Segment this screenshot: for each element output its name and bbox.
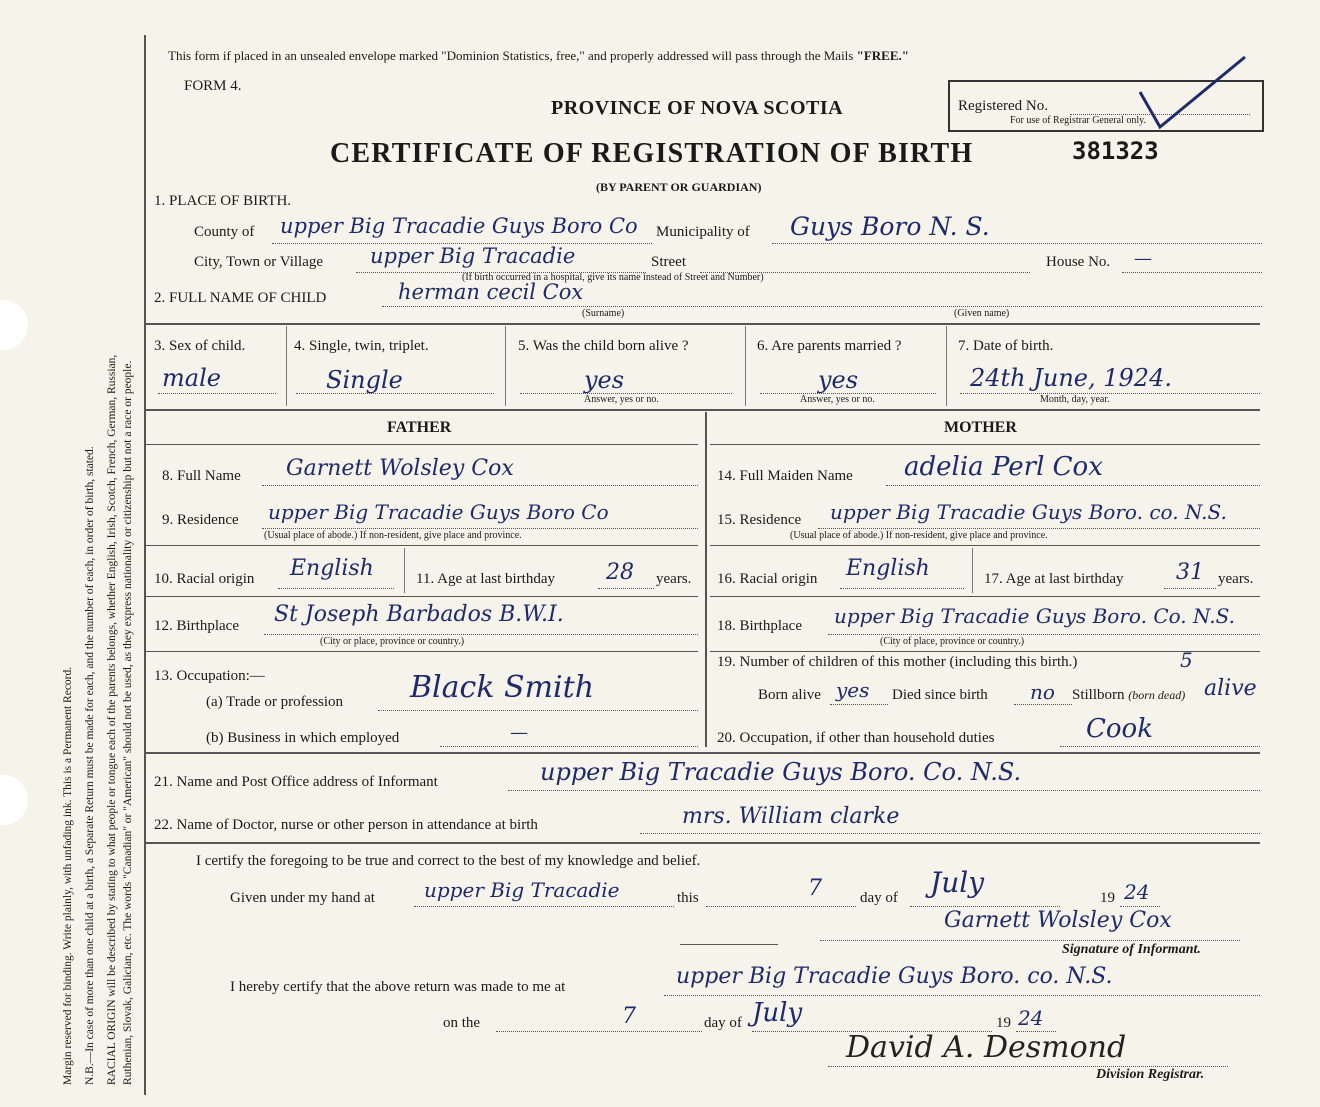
registrar-place-value: upper Big Tracadie Guys Boro. co. N.S.: [676, 964, 1113, 989]
mother-heading: MOTHER: [944, 419, 1017, 436]
died-since-birth-line: [1014, 704, 1072, 705]
mother-years-label: years.: [1218, 571, 1254, 587]
form-title: CERTIFICATE OF REGISTRATION OF BIRTH: [330, 138, 974, 169]
registered-note: For use of Registrar General only.: [1010, 115, 1146, 126]
reg-day-value: 7: [622, 1004, 636, 1029]
check-mark-icon: [1130, 52, 1250, 132]
city-value: upper Big Tracadie: [370, 244, 576, 268]
margin-note-2: N.B.—In case of more than one child at a birth, a Separate Return must be made for each, and the number of each, in order of birth, stated.: [84, 446, 96, 1085]
sex-label: 3. Sex of child.: [154, 338, 246, 354]
father-rule-3: [146, 596, 698, 597]
form-left-border: [144, 35, 146, 1095]
binding-hole-top: [0, 300, 28, 350]
born-alive-count-label: Born alive: [758, 687, 821, 703]
col-div-3: [745, 326, 746, 406]
married-label: 6. Are parents married ?: [757, 338, 902, 354]
father-heading: FATHER: [387, 419, 452, 436]
municipality-label: Municipality of: [656, 224, 750, 240]
mother-age-line: [1164, 588, 1216, 589]
informant-value: upper Big Tracadie Guys Boro. Co. N.S.: [540, 758, 1022, 786]
col-div-1: [286, 326, 287, 406]
mother-race-value: English: [846, 556, 930, 581]
mother-name-value: adelia Perl Cox: [904, 452, 1103, 482]
province-heading: PROVINCE OF NOVA SCOTIA: [551, 97, 844, 119]
given-day-of-label: day of: [860, 890, 898, 906]
died-since-birth-label: Died since birth: [892, 687, 988, 703]
father-residence-label: 9. Residence: [162, 512, 239, 528]
father-race-line: [278, 588, 394, 589]
doctor-line: [640, 833, 1260, 834]
stillborn-label: [1072, 687, 1185, 704]
father-residence-note: (Usual place of abode.) If non-resident, give place and province.: [264, 530, 522, 541]
informant-label: 21. Name and Post Office address of Informant: [154, 774, 438, 790]
on-the-label: on the: [443, 1015, 481, 1031]
mother-header-rule: [710, 444, 1260, 445]
father-name-line: [262, 485, 698, 486]
municipality-line: [772, 243, 1262, 244]
father-rule-2: [146, 545, 698, 546]
mother-occupation-line: [1060, 746, 1260, 747]
margin-note-4: Ruthenian, Slovak, Galician, etc. The words "Canadian" or "American" should not be used, as they express nationality or citizenship but not a race or people.: [122, 360, 134, 1085]
father-race-div: [404, 548, 405, 593]
father-age-label: 11. Age at last birthday: [416, 571, 555, 587]
father-birthplace-note: (City or place, province or country.): [320, 636, 465, 647]
parents-divider: [705, 412, 707, 747]
mother-rule-4: [710, 651, 1260, 652]
born-alive-label: 5. Was the child born alive ?: [518, 338, 689, 354]
reg-year-prefix: 19: [996, 1015, 1011, 1031]
child-name-value: herman cecil Cox: [398, 280, 584, 304]
place-of-birth-label: 1. PLACE OF BIRTH.: [154, 193, 292, 209]
this-label: this: [677, 890, 699, 906]
father-years-label: years.: [656, 571, 692, 587]
registrar-statement: I hereby certify that the above return was made to me at: [230, 979, 566, 995]
reg-year-value: 24: [1018, 1006, 1044, 1030]
mother-residence-line: [818, 528, 1260, 529]
occupation-label: 13. Occupation:—: [154, 668, 265, 684]
registered-label: Registered No.: [958, 98, 1048, 114]
street-note: (If birth occurred in a hospital, give its name instead of Street and Number): [462, 272, 764, 283]
dob-note: Month, day, year.: [1040, 394, 1110, 405]
died-since-birth-value: no: [1030, 680, 1055, 704]
mother-rule-3: [710, 596, 1260, 597]
reg-day-line: [496, 1031, 702, 1032]
mother-race-label: 16. Racial origin: [717, 571, 818, 587]
mother-race-div: [972, 548, 973, 593]
plurality-value: Single: [326, 366, 403, 394]
certify-statement: I certify the foregoing to be true and correct to the best of my knowledge and belief.: [196, 853, 701, 869]
mail-note-free: "FREE.": [856, 48, 909, 63]
reg-month-value: July: [752, 998, 803, 1028]
father-header-rule: [146, 444, 698, 445]
mother-name-label: 14. Full Maiden Name: [717, 468, 853, 484]
father-rule-4: [146, 651, 698, 652]
child-name-label: 2. FULL NAME OF CHILD: [154, 290, 327, 306]
binding-hole-bottom: [0, 775, 28, 825]
married-value: yes: [818, 366, 859, 394]
divider-2: [146, 409, 1260, 411]
mother-birthplace-line: [828, 634, 1260, 635]
given-month-line: [910, 906, 1060, 907]
given-name-note: (Given name): [954, 308, 1010, 319]
mother-residence-label: 15. Residence: [717, 512, 802, 528]
sex-value: male: [162, 364, 221, 392]
plurality-label: 4. Single, twin, triplet.: [294, 338, 429, 354]
division-registrar-label: Division Registrar.: [1096, 1067, 1205, 1082]
father-race-label: 10. Racial origin: [154, 571, 255, 587]
mother-occupation-label: 20. Occupation, if other than household duties: [717, 730, 995, 746]
father-residence-value: upper Big Tracadie Guys Boro Co: [268, 500, 609, 524]
mother-rule-2: [710, 545, 1260, 546]
child-name-line: [382, 306, 1262, 307]
born-alive-count-line: [830, 704, 888, 705]
trade-line: [378, 710, 698, 711]
col-div-4: [946, 326, 947, 406]
stillborn-note: (born dead): [1128, 688, 1186, 702]
mother-birthplace-note: (City of place, province or country.): [880, 636, 1025, 647]
margin-note-1: Margin reserved for binding. Write plainly, with unfading ink. This is a Permanent Record.: [62, 666, 74, 1085]
form-subtitle: (BY PARENT OR GUARDIAN): [596, 180, 762, 194]
father-residence-line: [262, 528, 698, 529]
given-day-line: [706, 906, 856, 907]
registered-box: [948, 80, 1264, 132]
married-note: Answer, yes or no.: [800, 394, 875, 405]
divider-4: [146, 842, 1260, 844]
mail-note: [168, 48, 909, 64]
trade-label: (a) Trade or profession: [206, 694, 344, 710]
born-alive-count-value: yes: [836, 678, 870, 702]
registrar-place-line: [664, 995, 1260, 996]
given-year-value: 24: [1124, 880, 1150, 904]
doctor-value: mrs. William clarke: [682, 804, 900, 829]
given-day-value: 7: [808, 876, 822, 901]
mother-birthplace-value: upper Big Tracadie Guys Boro. Co. N.S.: [834, 604, 1235, 628]
father-birthplace-value: St Joseph Barbados B.W.I.: [274, 602, 564, 627]
stillborn-text: Stillborn: [1072, 687, 1125, 703]
informant-signature-label: Signature of Informant.: [1062, 942, 1201, 957]
business-line: [440, 746, 698, 747]
given-year-line: [1120, 906, 1160, 907]
dob-line: [960, 393, 1260, 394]
given-place-value: upper Big Tracadie: [424, 878, 620, 902]
margin-note-3: RACIAL ORIGIN will be described by stating to what people or tongue each of the parents belongs, whether English, Irish, Scotch, French, German, Russian,: [106, 354, 118, 1085]
children-count-value: 5: [1180, 648, 1193, 672]
business-value: —: [510, 722, 528, 743]
registrar-signature: David A. Desmond: [846, 1030, 1127, 1065]
divider-1: [146, 323, 1260, 325]
mother-race-line: [840, 588, 964, 589]
informant-signature-line: [820, 940, 1240, 941]
reg-day-of-label: day of: [704, 1015, 742, 1031]
father-age-line: [598, 588, 654, 589]
trade-value: Black Smith: [410, 670, 595, 705]
mother-age-value: 31: [1176, 560, 1204, 585]
father-birthplace-line: [264, 634, 698, 635]
city-label: City, Town or Village: [194, 254, 324, 270]
dob-label: 7. Date of birth.: [958, 338, 1054, 354]
sex-line: [158, 393, 276, 394]
father-birthplace-label: 12. Birthplace: [154, 618, 239, 634]
mother-residence-note: (Usual place of abode.) If non-resident, give place and province.: [790, 530, 1048, 541]
informant-line: [508, 790, 1260, 791]
col-div-2: [505, 326, 506, 406]
mother-occupation-value: Cook: [1086, 714, 1153, 744]
born-alive-value: yes: [584, 366, 625, 394]
given-place-line: [414, 906, 674, 907]
certificate-number: 381323: [1072, 137, 1159, 165]
father-age-value: 28: [606, 560, 634, 585]
mail-note-text: This form if placed in an unsealed envelope marked "Dominion Statistics, free," and properly addressed will pass through the Mails: [168, 48, 857, 63]
mother-birthplace-label: 18. Birthplace: [717, 618, 802, 634]
short-rule: [680, 944, 778, 945]
mother-age-label: 17. Age at last birthday: [984, 571, 1124, 587]
doctor-label: 22. Name of Doctor, nurse or other person in attendance at birth: [154, 817, 538, 833]
born-alive-note: Answer, yes or no.: [584, 394, 659, 405]
house-value: —: [1134, 248, 1152, 269]
street-label: Street: [651, 254, 686, 270]
surname-note: (Surname): [582, 308, 625, 319]
municipality-value: Guys Boro N. S.: [790, 212, 990, 241]
informant-signature: Garnett Wolsley Cox: [944, 908, 1172, 933]
mother-residence-value: upper Big Tracadie Guys Boro. co. N.S.: [830, 500, 1227, 524]
mother-name-line: [886, 485, 1260, 486]
house-line: [1122, 272, 1262, 273]
business-label: (b) Business in which employed: [206, 730, 400, 746]
form-number: FORM 4.: [184, 78, 242, 94]
dob-value: 24th June, 1924.: [970, 364, 1172, 392]
stillborn-value: alive: [1204, 676, 1257, 701]
father-race-value: English: [290, 556, 374, 581]
given-year-prefix: 19: [1100, 890, 1115, 906]
father-name-value: Garnett Wolsley Cox: [286, 456, 514, 481]
given-month-value: July: [930, 866, 985, 899]
father-name-label: 8. Full Name: [162, 468, 241, 484]
divider-3: [146, 752, 1260, 754]
county-value: upper Big Tracadie Guys Boro Co: [280, 214, 638, 238]
given-at-label: Given under my hand at: [230, 890, 375, 906]
house-label: House No.: [1046, 254, 1111, 270]
county-label: County of: [194, 224, 255, 240]
children-count-label: 19. Number of children of this mother (including this birth.): [717, 654, 1078, 670]
